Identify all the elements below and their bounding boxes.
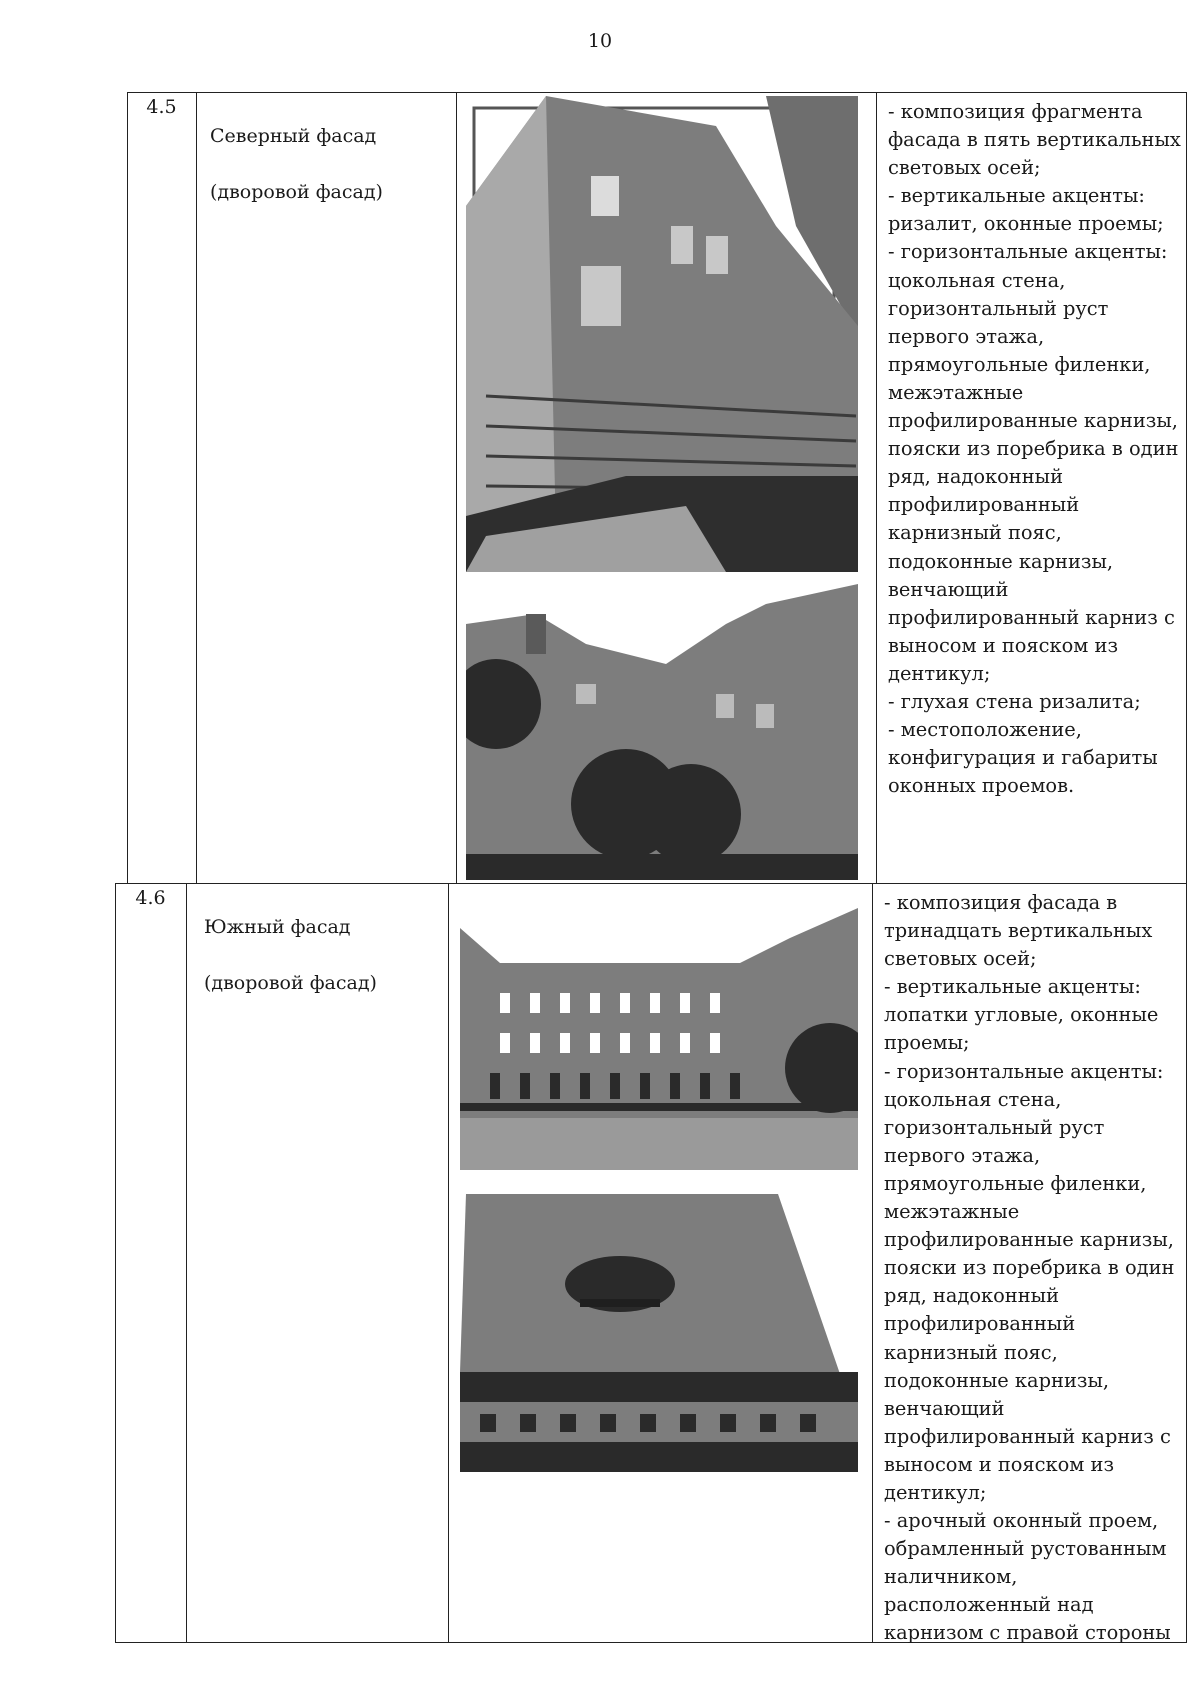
description-line: - местоположение, — [888, 718, 1082, 742]
description-line: карнизный пояс, — [888, 521, 1062, 545]
description-line: - арочный оконный проем, — [884, 1509, 1159, 1533]
description-line: первого этажа, — [888, 324, 1045, 348]
description-line: первого этажа, — [884, 1143, 1041, 1167]
description-line: наличником, — [884, 1565, 1018, 1589]
description-line: ризалит, оконные проемы; — [888, 212, 1164, 236]
description-line: межэтажные — [888, 380, 1024, 404]
row-number: 4.5 — [146, 96, 177, 118]
description-line: проемы; — [884, 1031, 970, 1055]
south-facade-photo-1 — [460, 908, 858, 1170]
description-line: горизонтальный руст — [884, 1115, 1105, 1139]
description-line: лопатки угловые, оконные — [884, 1003, 1159, 1027]
description-line: световых осей; — [884, 947, 1037, 971]
description-line: подоконные карнизы, — [884, 1368, 1110, 1392]
description-line: дентикул; — [888, 661, 991, 685]
row-title — [210, 94, 383, 234]
description-line: горизонтальный руст — [888, 296, 1109, 320]
description-line: профилированный карниз с — [888, 605, 1175, 629]
description-line: карнизный пояс, — [884, 1340, 1058, 1364]
description-line: карнизом с правой стороны — [884, 1621, 1171, 1645]
row-title-line2: (дворовой фасад) — [204, 972, 377, 994]
description-line: пояски из поребрика в один — [888, 437, 1179, 461]
description-line: профилированные карнизы, — [888, 409, 1178, 433]
row-title-line2: (дворовой фасад) — [210, 181, 383, 203]
row-title-line1: Северный фасад — [210, 125, 377, 147]
description-line: межэтажные — [884, 1200, 1020, 1224]
description-line: прямоугольные филенки, — [884, 1171, 1147, 1195]
description-line: прямоугольные филенки, — [888, 352, 1151, 376]
description-line: фасада в пять вертикальных — [888, 128, 1181, 152]
description-line: венчающий — [888, 577, 1009, 601]
row-description — [888, 98, 1181, 800]
row-title-line1: Южный фасад — [204, 916, 351, 938]
description-line: обрамленный рустованным — [884, 1537, 1167, 1561]
description-line: профилированный — [888, 493, 1080, 517]
description-line: тринадцать вертикальных — [884, 919, 1153, 943]
north-facade-photo-1 — [466, 96, 858, 572]
south-facade-photo-2 — [460, 1194, 858, 1472]
description-line: расположенный над — [884, 1593, 1094, 1617]
description-line: профилированные карнизы, — [884, 1228, 1174, 1252]
description-line: - композиция фрагмента — [888, 100, 1143, 123]
description-line: - композиция фасада в — [884, 891, 1118, 914]
description-line: выносом и пояском из — [884, 1452, 1115, 1476]
description-line: ряд, надоконный — [888, 465, 1064, 489]
description-line: - вертикальные акценты: — [888, 184, 1145, 208]
description-line: - глухая стена ризалита; — [888, 689, 1141, 713]
description-line: подоконные карнизы, — [888, 549, 1114, 573]
page-number: 10 — [587, 30, 613, 52]
description-line: профилированный — [884, 1312, 1076, 1336]
description-line: световых осей; — [888, 156, 1041, 180]
row-number: 4.6 — [135, 887, 166, 909]
row-description — [884, 889, 1174, 1648]
description-line: венчающий — [884, 1396, 1005, 1420]
description-line: оконных проемов. — [888, 774, 1075, 798]
description-line: дентикул; — [884, 1480, 987, 1504]
description-line: - вертикальные акценты: — [884, 975, 1141, 999]
description-line: пояски из поребрика в один — [884, 1256, 1175, 1280]
description-line: профилированный карниз с — [884, 1424, 1171, 1448]
description-line: - горизонтальные акценты: — [884, 1059, 1164, 1083]
description-line: цокольная стена, — [888, 268, 1066, 292]
row-title — [204, 885, 377, 1025]
north-facade-photo-2 — [466, 584, 858, 880]
description-line: ряд, надоконный — [884, 1284, 1060, 1308]
description-line: - горизонтальные акценты: — [888, 240, 1168, 264]
description-line: конфигурация и габариты — [888, 746, 1158, 770]
description-line: цокольная стена, — [884, 1087, 1062, 1111]
description-line: выносом и пояском из — [888, 633, 1119, 657]
